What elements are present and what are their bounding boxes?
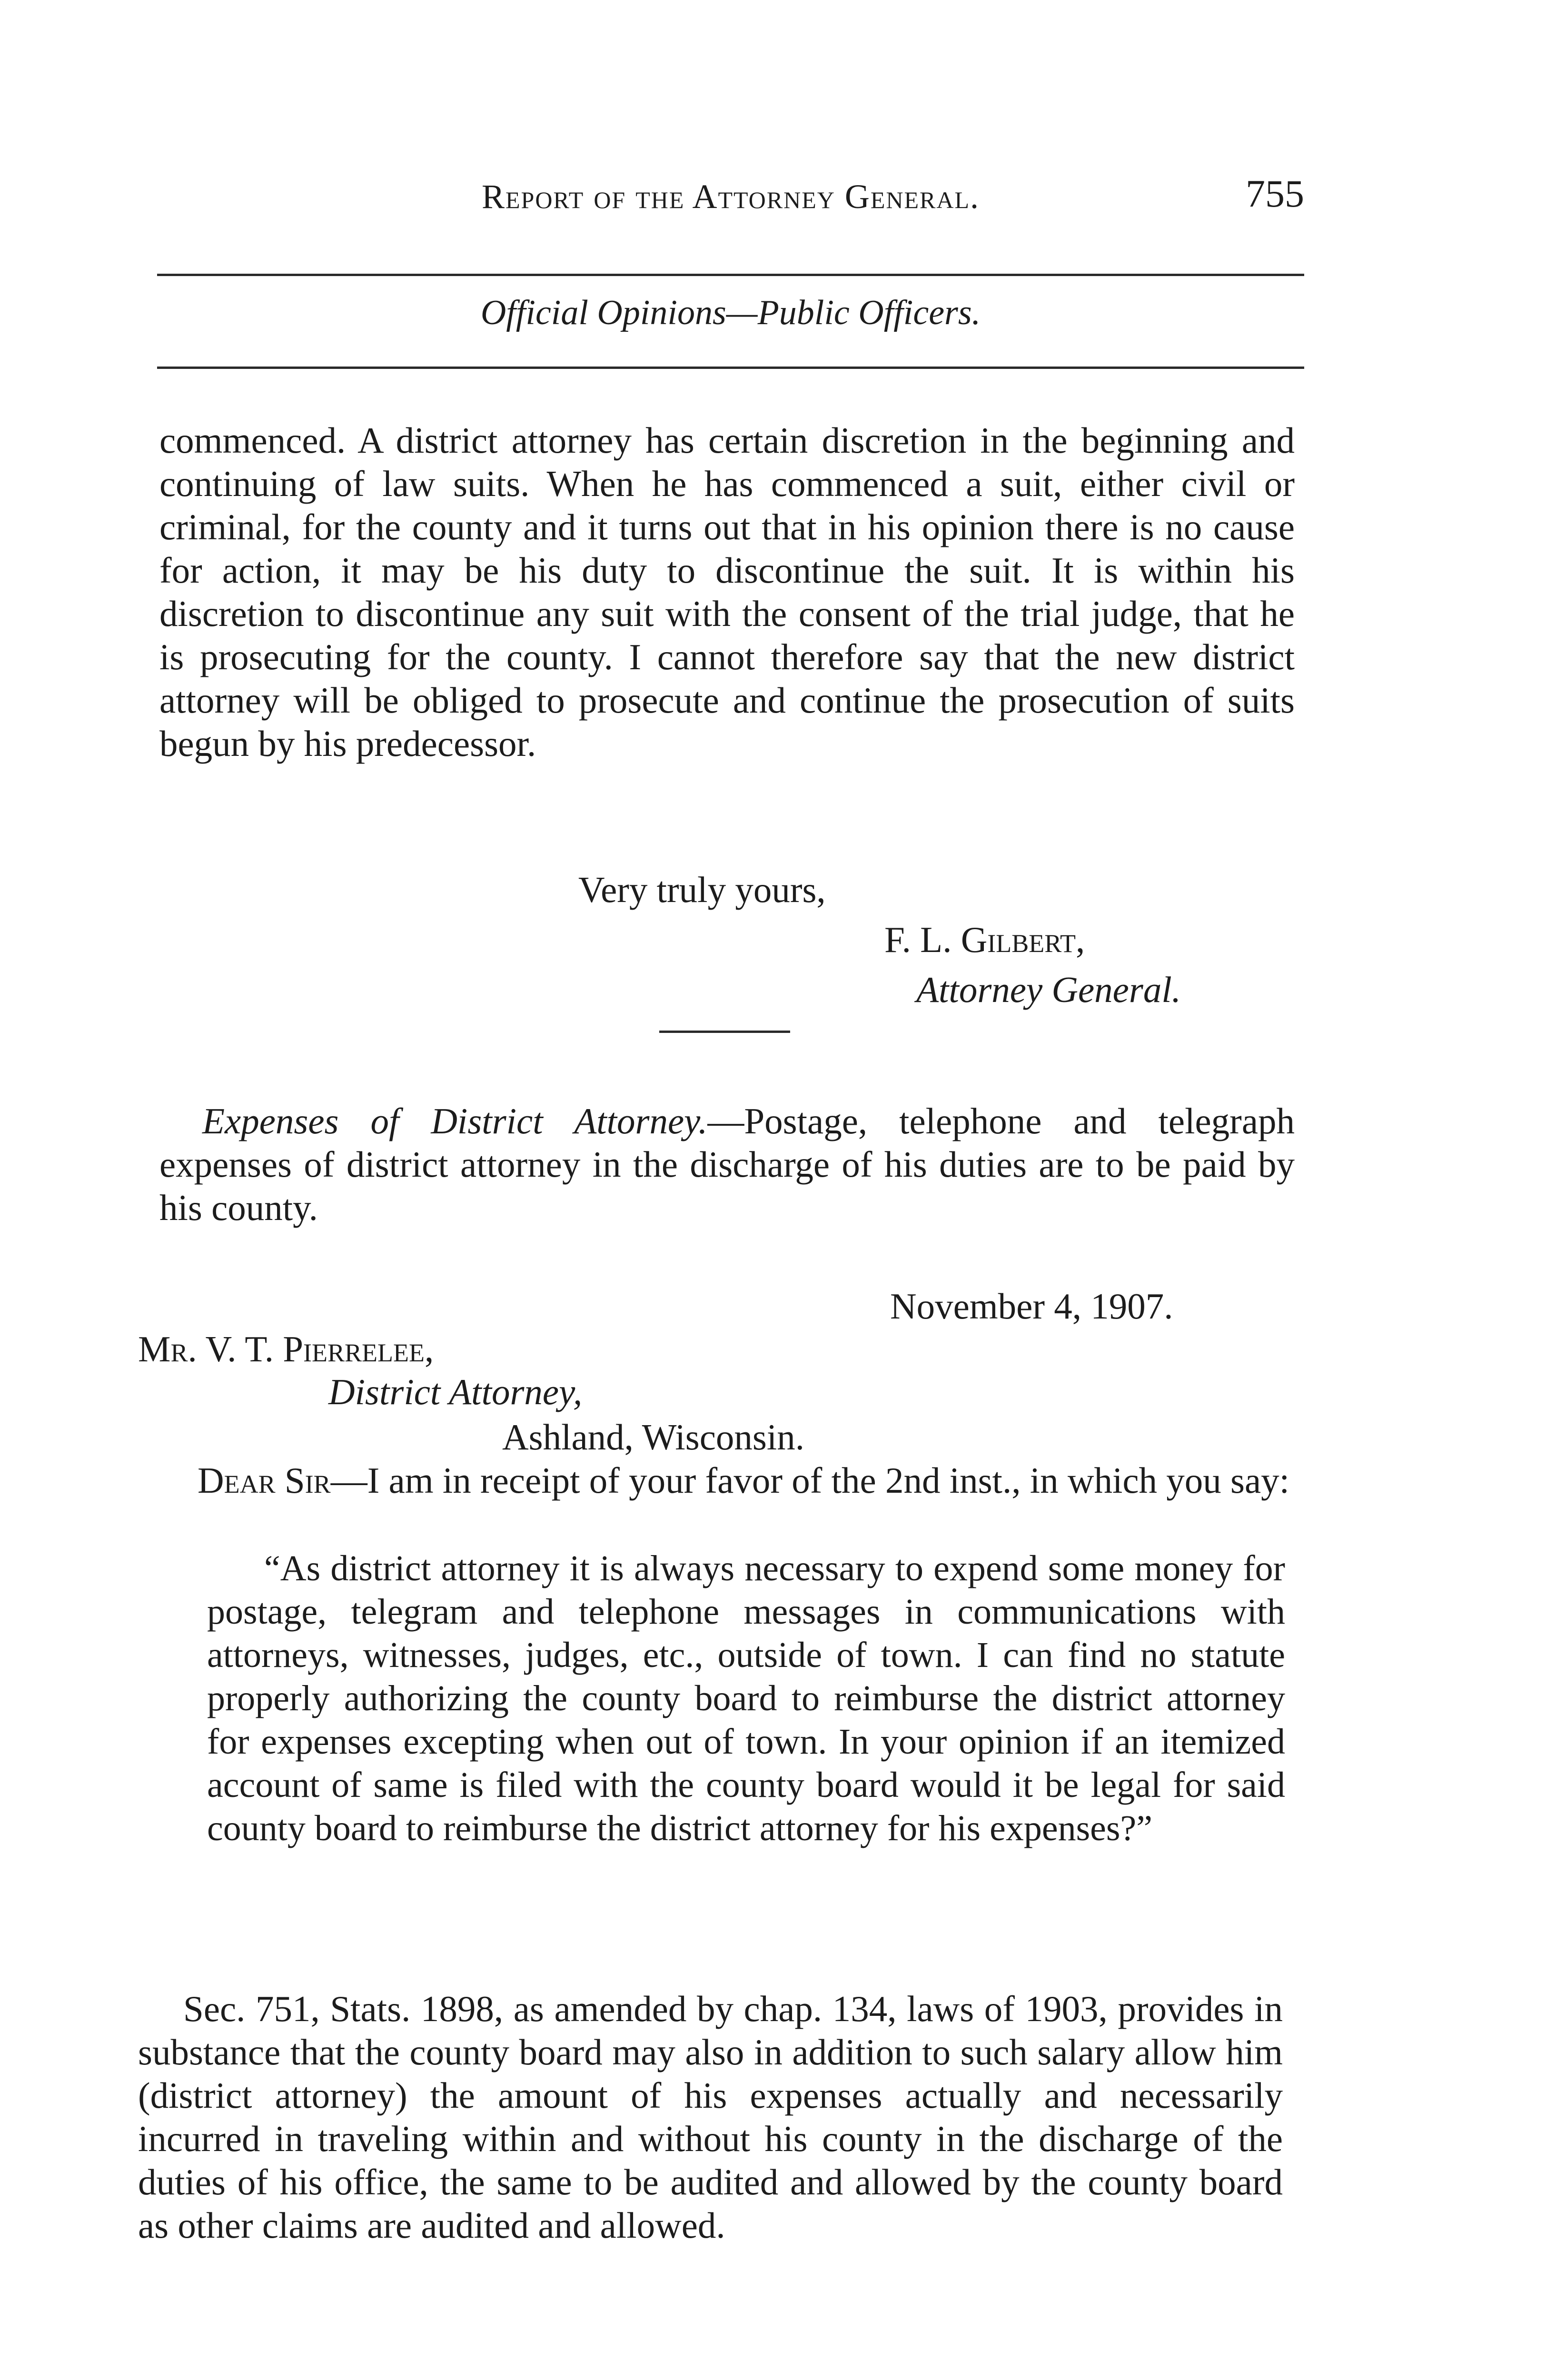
quoted-letter: “As district attorney it is always necessary to expend some money for postage, telegram and telephone messages in communications with attorneys, witnesses, judges, etc., outside of town. I can find no statute properly authorizing the county board to reimburse the district attorney for expenses excepting when out of town. In your opinion if an itemized account of same is filed with the county board would it be legal for said county board to reimburse the district attorney for his expenses?” [207, 1548, 1285, 1848]
section-heading: Official Opinions—Public Officers. [480, 293, 981, 332]
signer-name-text: F. L. Gilbert, [884, 919, 1085, 960]
running-head: Report of the Attorney General. [481, 178, 980, 216]
syllabus-heading: Expenses of District Attorney. [202, 1101, 708, 1141]
page-number: 755 [1246, 172, 1304, 215]
addressee-place: Ashland, Wisconsin. [502, 1417, 804, 1458]
letter-closing: Very truly yours, [578, 869, 826, 910]
letter-date: November 4, 1907. [890, 1286, 1173, 1327]
signer-title: Attorney General. [916, 969, 1181, 1010]
salutation: Dear Sir [198, 1460, 331, 1501]
syllabus-text: —Postage, telephone and telegraph expenses of district attorney in the discharge of his duties are to be paid by his county. [159, 1101, 1295, 1228]
statute-paragraph: Sec. 751, Stats. 1898, as amended by chap. 134, laws of 1903, provides in substance that the county board may also in addition to such salary allow him (district attorney) the amount of his expenses actually and necessarily incurred in traveling within and without his county in the discharge of the duties of his office, the same to be audited and allowed by the county board as other claims are audited and allowed. [138, 1988, 1283, 2246]
addressee-name [138, 1328, 434, 1370]
header-rule-bottom [157, 367, 1304, 369]
section-divider [659, 1031, 790, 1033]
salutation-text: —I am in receipt of your favor of the 2nd inst., in which you say: [330, 1460, 1290, 1501]
header-rule-top [157, 274, 1304, 276]
addressee-name-text: Mr. V. T. Pierrelee, [138, 1329, 434, 1369]
signer-name [884, 919, 1085, 961]
syllabus-paragraph [159, 1100, 1295, 1230]
salutation-paragraph [138, 1459, 1290, 1502]
page-header [157, 171, 1304, 228]
continuation-paragraph: commenced. A district attorney has certain discretion in the beginning and continuing of law suits. When he has commenced a suit, either civil or criminal, for the county and it turns out that in his opinion there is no cause for action, it may be his duty to discontinue the suit. It is within his discretion to discontinue any suit with the consent of the trial judge, that he is prosecuting for the county. I cannot therefore say that the new district attorney will be obliged to prosecute and continue the prosecution of suits begun by his predecessor. [159, 420, 1295, 764]
addressee-title: District Attorney, [328, 1371, 583, 1412]
